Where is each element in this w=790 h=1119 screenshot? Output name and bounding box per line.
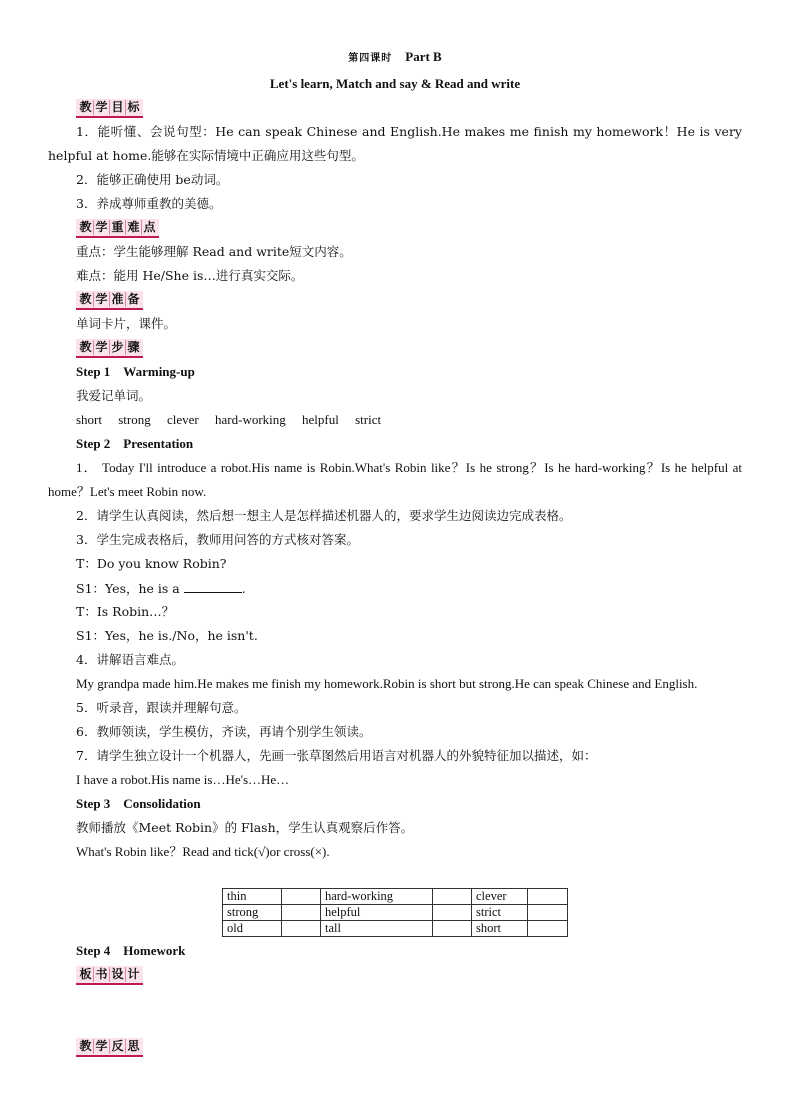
word-item: strict xyxy=(355,412,382,427)
dialog-s1a-end: . xyxy=(241,581,246,596)
word-item: hard-working xyxy=(215,412,286,427)
objective-3: 3．养成尊师重教的美德。 xyxy=(76,196,222,211)
table-cell: clever xyxy=(472,889,528,905)
table-row xyxy=(223,905,568,921)
tick-cell[interactable] xyxy=(433,921,472,937)
key-focus: 重点：学生能够理解 Read and write短文内容。 xyxy=(76,244,352,259)
step2-item7: 7．请学生独立设计一个机器人，先画一张草图然后用语言对机器人的外貌特征加以描述，如： xyxy=(76,748,597,763)
step2-item4: 4．讲解语言难点。 xyxy=(76,652,184,667)
dialog-s1b: S1：Yes，he is./No，he isn't. xyxy=(76,628,258,643)
step3-line1: 教师播放《Meet Robin》的 Flash，学生认真观察后作答。 xyxy=(76,820,414,835)
dialog-s1a-text: S1：Yes，he is a xyxy=(76,581,184,596)
tick-cell[interactable] xyxy=(282,921,321,937)
step2-item2: 2．请学生认真阅读，然后想一想主人是怎样描述机器人的，要求学生边阅读边完成表格。 xyxy=(76,508,572,523)
section-badge-preparation: 教 学 准 备 xyxy=(76,291,143,310)
tick-cell[interactable] xyxy=(433,905,472,921)
step4-title: Step 4 Homework xyxy=(76,943,186,958)
objective-1: 1．能听懂、会说句型：He can speak Chinese and English.He makes me finish my homework！He is very helpful at home.能够在实际情境中正确应用这些句型。 xyxy=(48,124,742,163)
word-list xyxy=(76,412,381,428)
step2-item6: 6．教师领读，学生模仿，齐读，再请个别学生领读。 xyxy=(76,724,372,739)
word-item: clever xyxy=(167,412,199,427)
table-cell: short xyxy=(472,921,528,937)
tick-cell[interactable] xyxy=(528,921,568,937)
step2-item4-text: My grandpa made him.He makes me finish my homework.Robin is short but strong.He can speak Chinese and English. xyxy=(76,676,698,691)
step2-item1: 1． Today I'll introduce a robot.His name is Robin.What's Robin like？Is he strong？Is he hard-working？Is he helpful at home？Let's meet Robin now. xyxy=(48,460,742,499)
step3-title: Step 3 Consolidation xyxy=(76,796,201,811)
table-cell: old xyxy=(223,921,282,937)
answer-blank xyxy=(184,580,242,593)
tick-cell[interactable] xyxy=(528,905,568,921)
lesson-part: Part B xyxy=(405,49,442,64)
step1-line1: 我爱记单词。 xyxy=(76,388,152,403)
section-badge-procedure: 教 学 步 骤 xyxy=(76,339,143,358)
lesson-title xyxy=(0,49,790,67)
dialog-t1: T：Do you know Robin? xyxy=(76,556,227,571)
table-cell: helpful xyxy=(321,905,433,921)
word-item: strong xyxy=(118,412,151,427)
section-badge-reflection: 教 学 反 思 xyxy=(76,1038,143,1057)
step2-item3: 3．学生完成表格后，教师用问答的方式核对答案。 xyxy=(76,532,359,547)
step2-item7-example: I have a robot.His name is…He's…He… xyxy=(76,772,290,787)
section-badge-key-points: 教 学 重 难 点 xyxy=(76,219,159,238)
key-difficulty: 难点：能用 He/She is…进行真实交际。 xyxy=(76,268,304,283)
step1-title: Step 1 Warming-up xyxy=(76,364,195,379)
table-row xyxy=(223,889,568,905)
table-cell: hard-working xyxy=(321,889,433,905)
table-cell: thin xyxy=(223,889,282,905)
tick-cell[interactable] xyxy=(282,905,321,921)
tick-table xyxy=(222,888,568,937)
preparation-text: 单词卡片，课件。 xyxy=(76,316,177,331)
objective-2: 2．能够正确使用 be动词。 xyxy=(76,172,229,187)
step2-item5: 5．听录音，跟读并理解句意。 xyxy=(76,700,247,715)
word-item: short xyxy=(76,412,102,427)
tick-cell[interactable] xyxy=(528,889,568,905)
table-cell: strict xyxy=(472,905,528,921)
word-item: helpful xyxy=(302,412,339,427)
section-badge-objectives: 教 学 目 标 xyxy=(76,99,143,118)
table-cell: strong xyxy=(223,905,282,921)
step2-title: Step 2 Presentation xyxy=(76,436,194,451)
dialog-t2: T：Is Robin…？ xyxy=(76,604,175,619)
table-row xyxy=(223,921,568,937)
lesson-number: 第四课时 xyxy=(348,53,393,64)
tick-cell[interactable] xyxy=(282,889,321,905)
section-badge-board-design: 板 书 设 计 xyxy=(76,966,143,985)
table-cell: tall xyxy=(321,921,433,937)
lesson-subtitle: Let's learn, Match and say & Read and write xyxy=(269,76,521,91)
dialog-s1a xyxy=(76,580,246,597)
tick-cell[interactable] xyxy=(433,889,472,905)
step3-line2: What's Robin like？Read and tick(√)or cross(×). xyxy=(76,844,330,859)
